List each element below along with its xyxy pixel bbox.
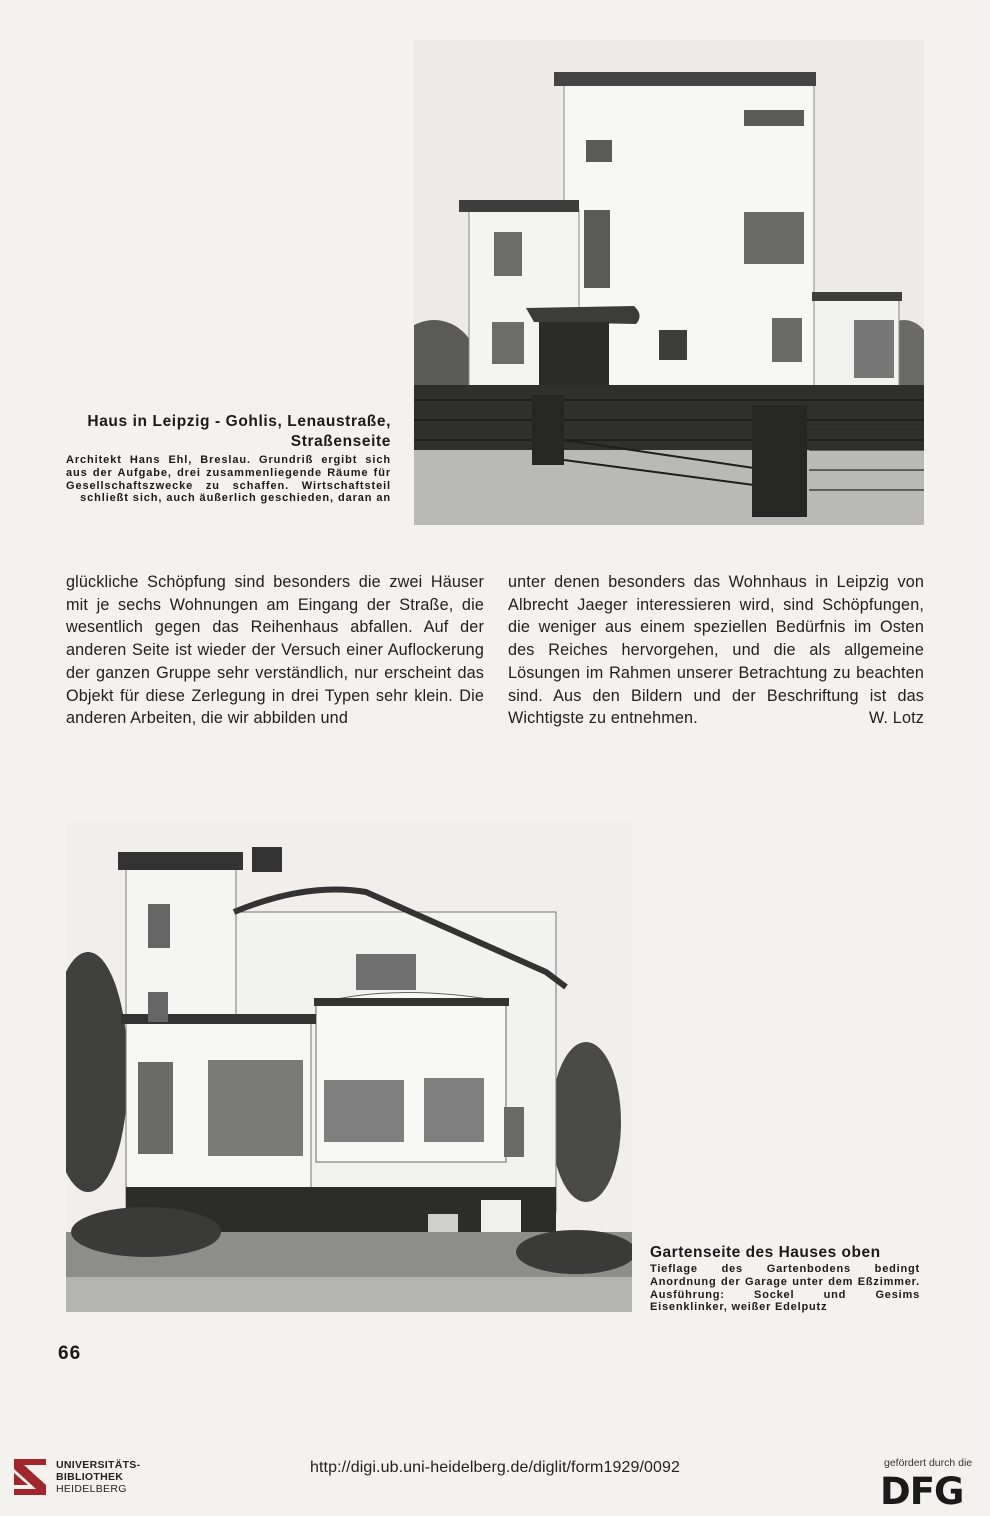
paragraph-right: unter denen besonders das Wohnhaus in Leipzig von Albrecht Jaeger interessieren wird, sind Schöpfungen, die weniger aus einem speziellen Bedürfnis im Osten des Reiches hervorgehen, und die als allgemeine Lösungen im Rahmen unserer Betrachtung zu beachten sind. Aus den Bildern und der Beschriftung ist das Wichtigste zu entnehmen. [508, 573, 924, 728]
photo-garden-side [66, 822, 632, 1312]
author-signature: W. Lotz [868, 709, 924, 728]
dfg-logo: DFG [880, 1470, 964, 1513]
caption-title-line1: Haus in Leipzig - Gohlis, Lenaustraße, [87, 413, 391, 430]
caption-garden-side [650, 1243, 920, 1314]
page-number: 66 [58, 1343, 82, 1364]
source-url[interactable]: http://digi.ub.uni-heidelberg.de/diglit/form1929/0092 [310, 1459, 680, 1476]
library-name-line2: BIBLIOTHEK [56, 1471, 124, 1483]
caption-street-side [66, 412, 391, 505]
library-name-line3: HEIDELBERG [56, 1483, 127, 1495]
funded-by-label: gefördert durch die [884, 1457, 973, 1469]
caption-body: Architekt Hans Ehl, Breslau. Grundriß ergibt sich aus der Aufgabe, drei zusammenliegende Räume für Gesellschaftszwecke zu schaffen. Wirtschaftsteil schließt sich, auch äußerlich geschieden, daran an [66, 454, 391, 505]
caption-title-line2: Straßenseite [290, 433, 391, 450]
text-column-right [508, 571, 924, 730]
paragraph-left: glückliche Schöpfung sind besonders die zwei Häuser mit je sechs Wohnungen am Eingang der Straße, die wesentlich gegen das Reihenhaus abfallen. Auf der anderen Seite ist wieder der Versuch einer Auflockerung der ganzen Gruppe sehr verständlich, nur erscheint das Objekt für diese Zerlegung in drei Typen sehr klein. Die anderen Arbeiten, die wir abbilden und [66, 573, 484, 728]
library-name-line1: UNIVERSITÄTS- [56, 1459, 141, 1471]
caption-body: Tieflage des Gartenbodens bedingt Anordnung der Garage unter dem Eßzimmer. Ausführung: Sockel und Gesims Eisenklinker, weißer Edelputz [650, 1263, 920, 1314]
photo-street-side [414, 40, 924, 525]
text-column-left [66, 571, 484, 730]
caption-title: Gartenseite des Hauses oben [650, 1244, 881, 1261]
